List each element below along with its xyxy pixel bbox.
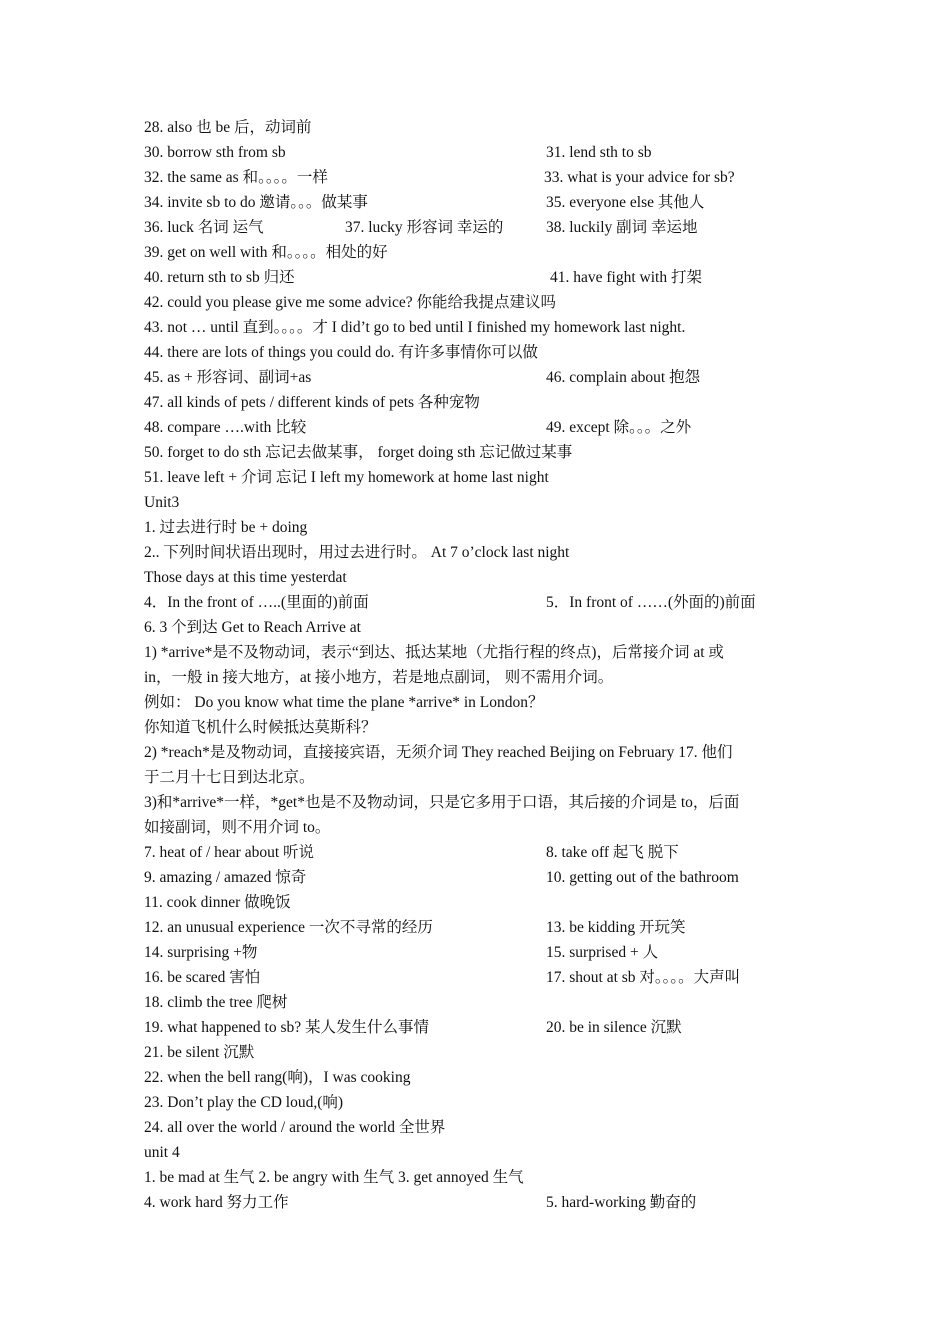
text-line: 如接副词，则不用介词 to。 — [144, 819, 331, 836]
text-line: 19. what happened to sb? 某人发生什么事情 — [144, 1019, 429, 1036]
text-line-right: 17. shout at sb 对。。。。大声叫 — [546, 969, 741, 986]
text-line: 你知道飞机什么时候抵达莫斯科？ — [144, 719, 377, 736]
text-line: 34. invite sb to do 邀请。。。做某事 — [144, 194, 368, 211]
text-line: 3)和*arrive*一样，*get*也是不及物动词，只是它多用于口语，其后接的介词是 to，后面 — [144, 794, 740, 811]
text-line: 51. leave left + 介词 忘记 I left my homework at home last night — [144, 469, 549, 486]
text-line-right: 15. surprised + 人 — [546, 944, 659, 961]
text-line: 11. cook dinner 做晚饭 — [144, 894, 291, 911]
text-line: 6. 3 个到达 Get to Reach Arrive at — [144, 619, 361, 636]
text-line: 9. amazing / amazed 惊奇 — [144, 869, 307, 886]
text-line: 44. there are lots of things you could do. 有许多事情你可以做 — [144, 344, 538, 361]
text-line: 14. surprising +物 — [144, 944, 258, 961]
text-line: 21. be silent 沉默 — [144, 1044, 255, 1061]
text-line: 于二月十七日到达北京。 — [144, 769, 315, 786]
text-line-right: 8. take off 起飞 脱下 — [546, 844, 679, 861]
text-line: 1. 过去进行时 be + doing — [144, 519, 308, 536]
text-line-right: 35. everyone else 其他人 — [546, 194, 705, 211]
text-line: 22. when the bell rang(响)，I was cooking — [144, 1069, 411, 1086]
section-heading: Unit3 — [144, 494, 180, 511]
text-line-right: 20. be in silence 沉默 — [546, 1019, 682, 1036]
text-line: 47. all kinds of pets / different kinds of pets 各种宠物 — [144, 394, 480, 411]
text-line: 16. be scared 害怕 — [144, 969, 261, 986]
text-line-middle: 37. lucky 形容词 幸运的 — [345, 219, 504, 236]
text-line: 4．In the front of …..(里面的)前面 — [144, 594, 369, 611]
text-line: 4. work hard 努力工作 — [144, 1194, 289, 1211]
text-line: 43. not … until 直到。。。。才 I did’t go to bed until I finished my homework last night. — [144, 319, 686, 336]
text-line: 32. the same as 和。。。。一样 — [144, 169, 328, 186]
text-line: 50. forget to do sth 忘记去做某事， forget doing sth 忘记做过某事 — [144, 444, 573, 461]
text-line: 2) *reach*是及物动词，直接接宾语，无须介词 They reached Beijing on February 17. 他们 — [144, 744, 733, 761]
text-line: 48. compare ….with 比较 — [144, 419, 307, 436]
text-line: 30. borrow sth from sb — [144, 144, 286, 161]
text-line: 24. all over the world / around the world 全世界 — [144, 1119, 446, 1136]
text-line: 2.. 下列时间状语出现时，用过去进行时。 At 7 o’clock last night — [144, 544, 570, 561]
text-line: 28. also 也 be 后，动词前 — [144, 119, 312, 136]
text-line-right: 46. complain about 抱怨 — [546, 369, 701, 386]
section-heading: unit 4 — [144, 1144, 180, 1161]
text-line-right: 5．In front of ……(外面的)前面 — [546, 594, 756, 611]
text-line: 23. Don’t play the CD loud,(响) — [144, 1094, 344, 1111]
text-line: 45. as + 形容词、副词+as — [144, 369, 312, 386]
text-line-right: 33. what is your advice for sb? — [544, 169, 735, 186]
text-line: 39. get on well with 和。。。。相处的好 — [144, 244, 388, 261]
text-line-right: 31. lend sth to sb — [546, 144, 652, 161]
text-line: 42. could you please give me some advice? 你能给我提点建议吗 — [144, 294, 556, 311]
text-line-right: 10. getting out of the bathroom — [546, 869, 739, 886]
text-line: 1) *arrive*是不及物动词，表示“到达、抵达某地（尤指行程的终点)，后常接介词 at 或 — [144, 644, 724, 661]
text-line: 18. climb the tree 爬树 — [144, 994, 288, 1011]
text-line: Those days at this time yesterdat — [144, 569, 347, 586]
text-line: 例如： Do you know what time the plane *arrive* in London？ — [144, 694, 544, 711]
text-line: 12. an unusual experience 一次不寻常的经历 — [144, 919, 433, 936]
text-line-right: 49. except 除。。。之外 — [546, 419, 692, 436]
text-line-right: 38. luckily 副词 幸运地 — [546, 219, 698, 236]
text-line: 7. heat of / hear about 听说 — [144, 844, 315, 861]
text-line: 1. be mad at 生气 2. be angry with 生气 3. get annoyed 生气 — [144, 1169, 524, 1186]
text-line-right: 13. be kidding 开玩笑 — [546, 919, 686, 936]
text-line-right: 41. have fight with 打架 — [550, 269, 702, 286]
text-line-right: 5. hard-working 勤奋的 — [546, 1194, 697, 1211]
text-line: 40. return sth to sb 归还 — [144, 269, 295, 286]
text-line: 36. luck 名词 运气 — [144, 219, 264, 236]
text-line: in，一般 in 接大地方，at 接小地方，若是地点副词， 则不需用介词。 — [144, 669, 614, 686]
